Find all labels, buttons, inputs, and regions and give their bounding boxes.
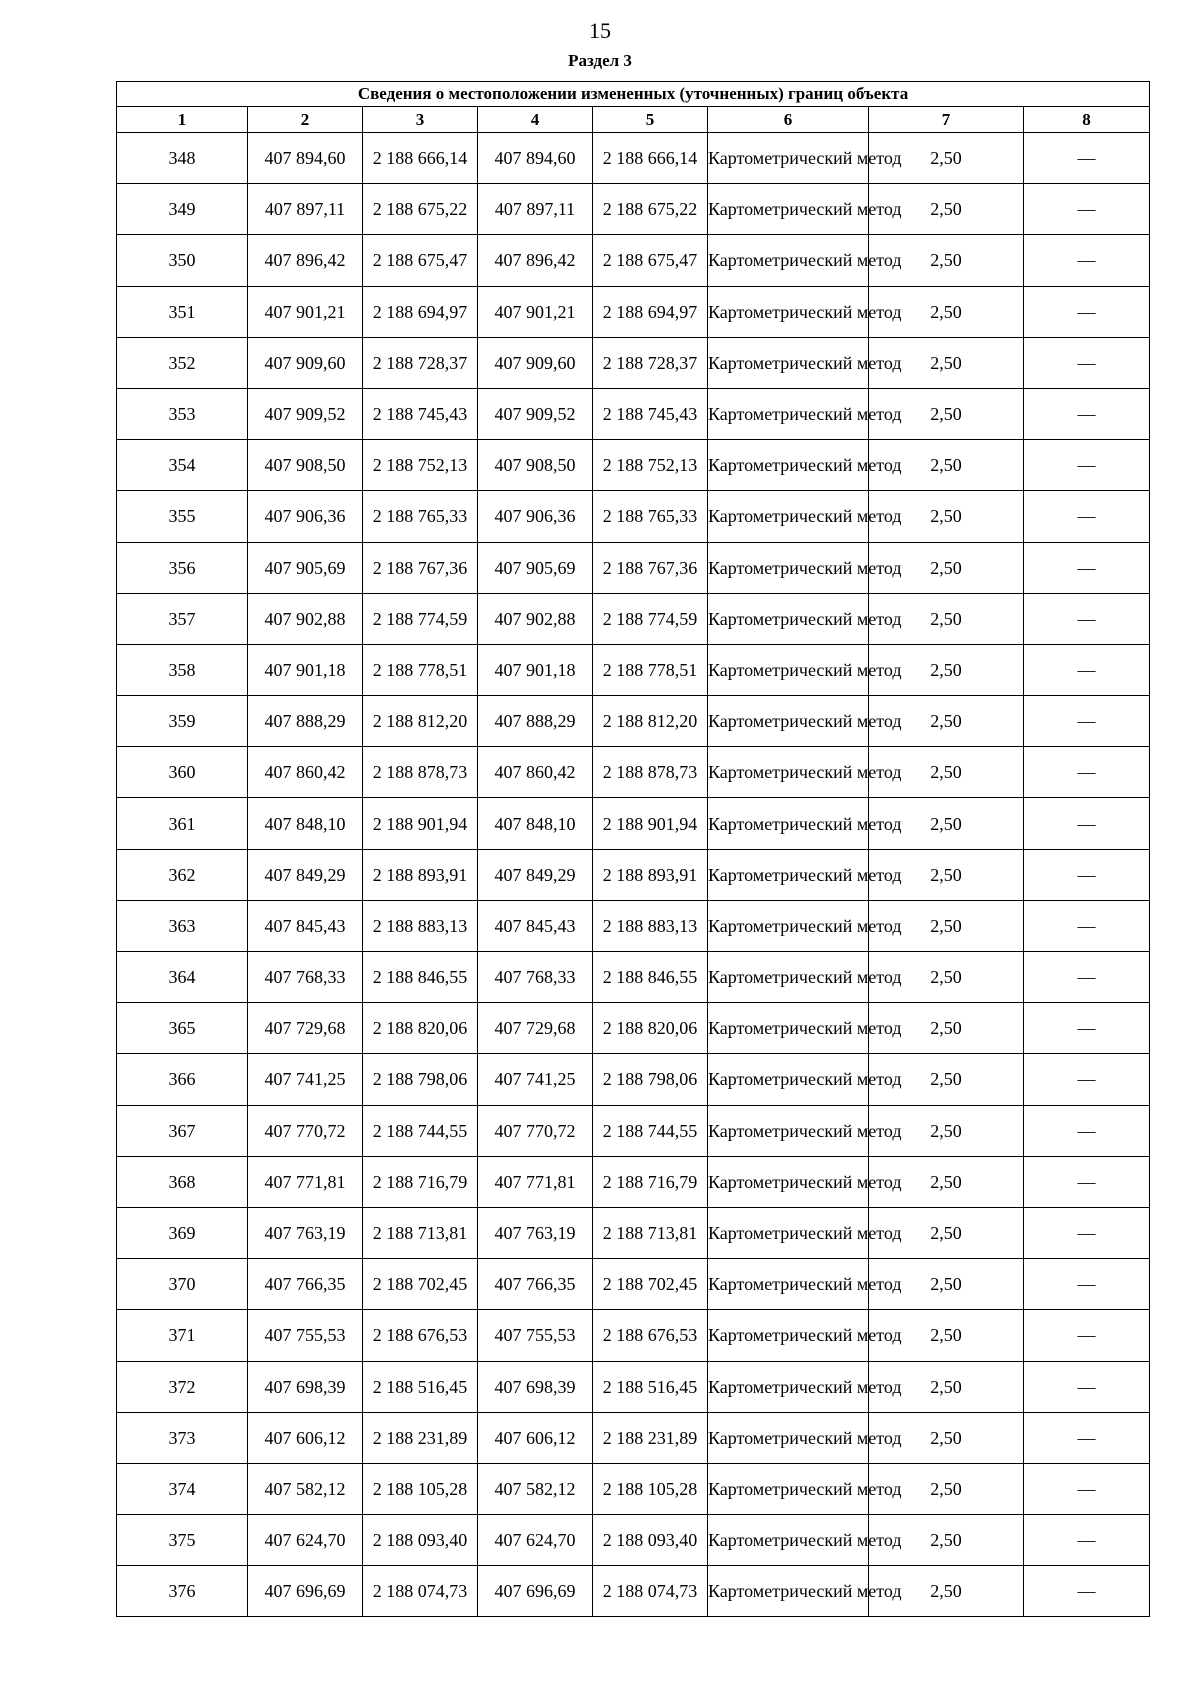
table-row (117, 952, 1150, 1003)
old-x-coordinate: 407 606,12 (248, 1412, 363, 1463)
accuracy-value: 2,50 (869, 849, 1024, 900)
determination-method: Картометрический метод (708, 849, 869, 900)
old-y-coordinate: 2 188 744,55 (363, 1105, 478, 1156)
old-y-coordinate: 2 188 767,36 (363, 542, 478, 593)
column-number: 7 (869, 107, 1024, 133)
description-cell: — (1024, 644, 1150, 695)
new-y-coordinate: 2 188 893,91 (593, 849, 708, 900)
new-y-coordinate: 2 188 883,13 (593, 900, 708, 951)
table-body (117, 133, 1150, 1617)
point-number: 372 (117, 1361, 248, 1412)
new-y-coordinate: 2 188 074,73 (593, 1566, 708, 1617)
determination-method: Картометрический метод (708, 1515, 869, 1566)
old-x-coordinate: 407 905,69 (248, 542, 363, 593)
new-x-coordinate: 407 902,88 (478, 593, 593, 644)
point-number: 367 (117, 1105, 248, 1156)
accuracy-value: 2,50 (869, 1361, 1024, 1412)
determination-method: Картометрический метод (708, 1463, 869, 1514)
table-row (117, 491, 1150, 542)
old-x-coordinate: 407 766,35 (248, 1259, 363, 1310)
new-y-coordinate: 2 188 675,47 (593, 235, 708, 286)
old-x-coordinate: 407 582,12 (248, 1463, 363, 1514)
old-x-coordinate: 407 624,70 (248, 1515, 363, 1566)
accuracy-value: 2,50 (869, 644, 1024, 695)
point-number: 354 (117, 440, 248, 491)
old-x-coordinate: 407 897,11 (248, 184, 363, 235)
new-y-coordinate: 2 188 516,45 (593, 1361, 708, 1412)
point-number: 348 (117, 133, 248, 184)
new-x-coordinate: 407 845,43 (478, 900, 593, 951)
accuracy-value: 2,50 (869, 1463, 1024, 1514)
old-x-coordinate: 407 901,21 (248, 286, 363, 337)
new-x-coordinate: 407 696,69 (478, 1566, 593, 1617)
accuracy-value: 2,50 (869, 1515, 1024, 1566)
determination-method: Картометрический метод (708, 1310, 869, 1361)
determination-method: Картометрический метод (708, 286, 869, 337)
new-y-coordinate: 2 188 812,20 (593, 696, 708, 747)
point-number: 357 (117, 593, 248, 644)
new-x-coordinate: 407 582,12 (478, 1463, 593, 1514)
old-x-coordinate: 407 888,29 (248, 696, 363, 747)
new-x-coordinate: 407 906,36 (478, 491, 593, 542)
new-y-coordinate: 2 188 820,06 (593, 1003, 708, 1054)
new-x-coordinate: 407 909,60 (478, 337, 593, 388)
table-row (117, 644, 1150, 695)
accuracy-value: 2,50 (869, 388, 1024, 439)
old-x-coordinate: 407 698,39 (248, 1361, 363, 1412)
determination-method: Картометрический метод (708, 1054, 869, 1105)
new-x-coordinate: 407 860,42 (478, 747, 593, 798)
new-y-coordinate: 2 188 728,37 (593, 337, 708, 388)
old-y-coordinate: 2 188 105,28 (363, 1463, 478, 1514)
table-row (117, 1156, 1150, 1207)
point-number: 360 (117, 747, 248, 798)
point-number: 371 (117, 1310, 248, 1361)
old-y-coordinate: 2 188 765,33 (363, 491, 478, 542)
table-row (117, 1003, 1150, 1054)
old-y-coordinate: 2 188 675,47 (363, 235, 478, 286)
point-number: 351 (117, 286, 248, 337)
column-number: 1 (117, 107, 248, 133)
table-row (117, 1566, 1150, 1617)
accuracy-value: 2,50 (869, 1566, 1024, 1617)
new-x-coordinate: 407 768,33 (478, 952, 593, 1003)
page-number: 15 (589, 18, 611, 43)
point-number: 359 (117, 696, 248, 747)
point-number: 361 (117, 798, 248, 849)
old-y-coordinate: 2 188 878,73 (363, 747, 478, 798)
new-x-coordinate: 407 771,81 (478, 1156, 593, 1207)
new-y-coordinate: 2 188 767,36 (593, 542, 708, 593)
new-y-coordinate: 2 188 713,81 (593, 1207, 708, 1258)
old-y-coordinate: 2 188 893,91 (363, 849, 478, 900)
old-y-coordinate: 2 188 093,40 (363, 1515, 478, 1566)
old-y-coordinate: 2 188 812,20 (363, 696, 478, 747)
old-x-coordinate: 407 845,43 (248, 900, 363, 951)
new-x-coordinate: 407 905,69 (478, 542, 593, 593)
table-row (117, 747, 1150, 798)
new-y-coordinate: 2 188 745,43 (593, 388, 708, 439)
old-y-coordinate: 2 188 745,43 (363, 388, 478, 439)
old-x-coordinate: 407 848,10 (248, 798, 363, 849)
accuracy-value: 2,50 (869, 1310, 1024, 1361)
accuracy-value: 2,50 (869, 337, 1024, 388)
new-x-coordinate: 407 763,19 (478, 1207, 593, 1258)
new-x-coordinate: 407 698,39 (478, 1361, 593, 1412)
old-x-coordinate: 407 770,72 (248, 1105, 363, 1156)
accuracy-value: 2,50 (869, 440, 1024, 491)
point-number: 374 (117, 1463, 248, 1514)
new-y-coordinate: 2 188 694,97 (593, 286, 708, 337)
old-y-coordinate: 2 188 231,89 (363, 1412, 478, 1463)
table-row (117, 1463, 1150, 1514)
new-y-coordinate: 2 188 666,14 (593, 133, 708, 184)
new-x-coordinate: 407 606,12 (478, 1412, 593, 1463)
old-x-coordinate: 407 902,88 (248, 593, 363, 644)
description-cell: — (1024, 235, 1150, 286)
point-number: 373 (117, 1412, 248, 1463)
new-y-coordinate: 2 188 231,89 (593, 1412, 708, 1463)
new-y-coordinate: 2 188 846,55 (593, 952, 708, 1003)
point-number: 369 (117, 1207, 248, 1258)
description-cell: — (1024, 696, 1150, 747)
accuracy-value: 2,50 (869, 1003, 1024, 1054)
old-y-coordinate: 2 188 774,59 (363, 593, 478, 644)
accuracy-value: 2,50 (869, 593, 1024, 644)
point-number: 355 (117, 491, 248, 542)
old-x-coordinate: 407 849,29 (248, 849, 363, 900)
description-cell: — (1024, 1566, 1150, 1617)
old-y-coordinate: 2 188 728,37 (363, 337, 478, 388)
determination-method: Картометрический метод (708, 491, 869, 542)
accuracy-value: 2,50 (869, 491, 1024, 542)
new-x-coordinate: 407 901,18 (478, 644, 593, 695)
determination-method: Картометрический метод (708, 1207, 869, 1258)
determination-method: Картометрический метод (708, 1566, 869, 1617)
determination-method: Картометрический метод (708, 798, 869, 849)
old-y-coordinate: 2 188 778,51 (363, 644, 478, 695)
description-cell: — (1024, 286, 1150, 337)
column-number: 3 (363, 107, 478, 133)
accuracy-value: 2,50 (869, 798, 1024, 849)
point-number: 350 (117, 235, 248, 286)
accuracy-value: 2,50 (869, 133, 1024, 184)
accuracy-value: 2,50 (869, 1105, 1024, 1156)
old-y-coordinate: 2 188 676,53 (363, 1310, 478, 1361)
old-x-coordinate: 407 755,53 (248, 1310, 363, 1361)
new-x-coordinate: 407 894,60 (478, 133, 593, 184)
new-x-coordinate: 407 848,10 (478, 798, 593, 849)
description-cell: — (1024, 798, 1150, 849)
old-y-coordinate: 2 188 713,81 (363, 1207, 478, 1258)
old-y-coordinate: 2 188 798,06 (363, 1054, 478, 1105)
new-x-coordinate: 407 624,70 (478, 1515, 593, 1566)
new-x-coordinate: 407 901,21 (478, 286, 593, 337)
description-cell: — (1024, 1412, 1150, 1463)
new-x-coordinate: 407 766,35 (478, 1259, 593, 1310)
determination-method: Картометрический метод (708, 1156, 869, 1207)
new-y-coordinate: 2 188 675,22 (593, 184, 708, 235)
old-y-coordinate: 2 188 666,14 (363, 133, 478, 184)
new-y-coordinate: 2 188 778,51 (593, 644, 708, 695)
column-number: 5 (593, 107, 708, 133)
table-row (117, 593, 1150, 644)
accuracy-value: 2,50 (869, 900, 1024, 951)
column-number: 4 (478, 107, 593, 133)
column-number-row (117, 107, 1150, 133)
determination-method: Картометрический метод (708, 542, 869, 593)
column-number: 6 (708, 107, 869, 133)
description-cell: — (1024, 133, 1150, 184)
point-number: 356 (117, 542, 248, 593)
determination-method: Картометрический метод (708, 900, 869, 951)
determination-method: Картометрический метод (708, 1361, 869, 1412)
column-number: 2 (248, 107, 363, 133)
point-number: 375 (117, 1515, 248, 1566)
description-cell: — (1024, 1054, 1150, 1105)
new-x-coordinate: 407 897,11 (478, 184, 593, 235)
accuracy-value: 2,50 (869, 286, 1024, 337)
table-row (117, 696, 1150, 747)
old-y-coordinate: 2 188 516,45 (363, 1361, 478, 1412)
old-x-coordinate: 407 896,42 (248, 235, 363, 286)
description-cell: — (1024, 542, 1150, 593)
table-row (117, 388, 1150, 439)
description-cell: — (1024, 1207, 1150, 1258)
old-y-coordinate: 2 188 883,13 (363, 900, 478, 951)
table-row (117, 849, 1150, 900)
description-cell: — (1024, 1463, 1150, 1514)
determination-method: Картометрический метод (708, 184, 869, 235)
old-x-coordinate: 407 909,52 (248, 388, 363, 439)
table-row (117, 1361, 1150, 1412)
new-y-coordinate: 2 188 105,28 (593, 1463, 708, 1514)
old-x-coordinate: 407 901,18 (248, 644, 363, 695)
old-x-coordinate: 407 894,60 (248, 133, 363, 184)
point-number: 376 (117, 1566, 248, 1617)
table-row (117, 1310, 1150, 1361)
description-cell: — (1024, 900, 1150, 951)
table-row (117, 1105, 1150, 1156)
description-cell: — (1024, 440, 1150, 491)
table-row (117, 440, 1150, 491)
new-x-coordinate: 407 729,68 (478, 1003, 593, 1054)
new-y-coordinate: 2 188 752,13 (593, 440, 708, 491)
old-y-coordinate: 2 188 752,13 (363, 440, 478, 491)
accuracy-value: 2,50 (869, 952, 1024, 1003)
description-cell: — (1024, 184, 1150, 235)
new-x-coordinate: 407 770,72 (478, 1105, 593, 1156)
table-row (117, 286, 1150, 337)
description-cell: — (1024, 1361, 1150, 1412)
old-y-coordinate: 2 188 702,45 (363, 1259, 478, 1310)
old-x-coordinate: 407 768,33 (248, 952, 363, 1003)
accuracy-value: 2,50 (869, 1156, 1024, 1207)
table-row (117, 1054, 1150, 1105)
old-y-coordinate: 2 188 901,94 (363, 798, 478, 849)
new-x-coordinate: 407 909,52 (478, 388, 593, 439)
old-x-coordinate: 407 729,68 (248, 1003, 363, 1054)
point-number: 366 (117, 1054, 248, 1105)
point-number: 370 (117, 1259, 248, 1310)
new-y-coordinate: 2 188 716,79 (593, 1156, 708, 1207)
new-y-coordinate: 2 188 702,45 (593, 1259, 708, 1310)
accuracy-value: 2,50 (869, 1412, 1024, 1463)
determination-method: Картометрический метод (708, 952, 869, 1003)
description-cell: — (1024, 1105, 1150, 1156)
column-number: 8 (1024, 107, 1150, 133)
determination-method: Картометрический метод (708, 440, 869, 491)
point-number: 353 (117, 388, 248, 439)
accuracy-value: 2,50 (869, 696, 1024, 747)
section-title: Раздел 3 (568, 51, 632, 70)
point-number: 365 (117, 1003, 248, 1054)
old-y-coordinate: 2 188 074,73 (363, 1566, 478, 1617)
new-x-coordinate: 407 888,29 (478, 696, 593, 747)
new-y-coordinate: 2 188 765,33 (593, 491, 708, 542)
accuracy-value: 2,50 (869, 1054, 1024, 1105)
new-y-coordinate: 2 188 901,94 (593, 798, 708, 849)
old-y-coordinate: 2 188 716,79 (363, 1156, 478, 1207)
new-x-coordinate: 407 896,42 (478, 235, 593, 286)
table-row (117, 184, 1150, 235)
new-y-coordinate: 2 188 093,40 (593, 1515, 708, 1566)
new-y-coordinate: 2 188 744,55 (593, 1105, 708, 1156)
old-x-coordinate: 407 741,25 (248, 1054, 363, 1105)
accuracy-value: 2,50 (869, 1207, 1024, 1258)
determination-method: Картометрический метод (708, 337, 869, 388)
accuracy-value: 2,50 (869, 542, 1024, 593)
old-x-coordinate: 407 771,81 (248, 1156, 363, 1207)
table-row (117, 900, 1150, 951)
determination-method: Картометрический метод (708, 133, 869, 184)
table-row (117, 1207, 1150, 1258)
old-y-coordinate: 2 188 675,22 (363, 184, 478, 235)
new-x-coordinate: 407 908,50 (478, 440, 593, 491)
old-x-coordinate: 407 908,50 (248, 440, 363, 491)
new-x-coordinate: 407 755,53 (478, 1310, 593, 1361)
determination-method: Картометрический метод (708, 388, 869, 439)
table-row (117, 1412, 1150, 1463)
table-row (117, 798, 1150, 849)
determination-method: Картометрический метод (708, 1105, 869, 1156)
description-cell: — (1024, 849, 1150, 900)
description-cell: — (1024, 491, 1150, 542)
determination-method: Картометрический метод (708, 644, 869, 695)
description-cell: — (1024, 1515, 1150, 1566)
determination-method: Картометрический метод (708, 747, 869, 798)
description-cell: — (1024, 337, 1150, 388)
point-number: 368 (117, 1156, 248, 1207)
old-x-coordinate: 407 906,36 (248, 491, 363, 542)
table-row (117, 1259, 1150, 1310)
new-y-coordinate: 2 188 878,73 (593, 747, 708, 798)
table-row (117, 337, 1150, 388)
description-cell: — (1024, 593, 1150, 644)
description-cell: — (1024, 1003, 1150, 1054)
old-x-coordinate: 407 763,19 (248, 1207, 363, 1258)
description-cell: — (1024, 747, 1150, 798)
description-cell: — (1024, 1259, 1150, 1310)
description-cell: — (1024, 952, 1150, 1003)
old-y-coordinate: 2 188 846,55 (363, 952, 478, 1003)
point-number: 364 (117, 952, 248, 1003)
old-x-coordinate: 407 696,69 (248, 1566, 363, 1617)
point-number: 349 (117, 184, 248, 235)
point-number: 363 (117, 900, 248, 951)
accuracy-value: 2,50 (869, 184, 1024, 235)
new-y-coordinate: 2 188 774,59 (593, 593, 708, 644)
old-y-coordinate: 2 188 694,97 (363, 286, 478, 337)
new-x-coordinate: 407 849,29 (478, 849, 593, 900)
table-row (117, 235, 1150, 286)
new-y-coordinate: 2 188 798,06 (593, 1054, 708, 1105)
determination-method: Картометрический метод (708, 1259, 869, 1310)
new-x-coordinate: 407 741,25 (478, 1054, 593, 1105)
determination-method: Картометрический метод (708, 593, 869, 644)
accuracy-value: 2,50 (869, 1259, 1024, 1310)
description-cell: — (1024, 388, 1150, 439)
point-number: 358 (117, 644, 248, 695)
description-cell: — (1024, 1156, 1150, 1207)
determination-method: Картометрический метод (708, 1412, 869, 1463)
determination-method: Картометрический метод (708, 696, 869, 747)
new-y-coordinate: 2 188 676,53 (593, 1310, 708, 1361)
old-x-coordinate: 407 909,60 (248, 337, 363, 388)
boundary-coordinates-table (116, 81, 1150, 1617)
accuracy-value: 2,50 (869, 235, 1024, 286)
accuracy-value: 2,50 (869, 747, 1024, 798)
point-number: 362 (117, 849, 248, 900)
table-row (117, 1515, 1150, 1566)
table-row (117, 133, 1150, 184)
determination-method: Картометрический метод (708, 235, 869, 286)
description-cell: — (1024, 1310, 1150, 1361)
old-y-coordinate: 2 188 820,06 (363, 1003, 478, 1054)
point-number: 352 (117, 337, 248, 388)
table-caption: Сведения о местоположении измененных (уточненных) границ объекта (117, 82, 1150, 107)
table-row (117, 542, 1150, 593)
old-x-coordinate: 407 860,42 (248, 747, 363, 798)
determination-method: Картометрический метод (708, 1003, 869, 1054)
